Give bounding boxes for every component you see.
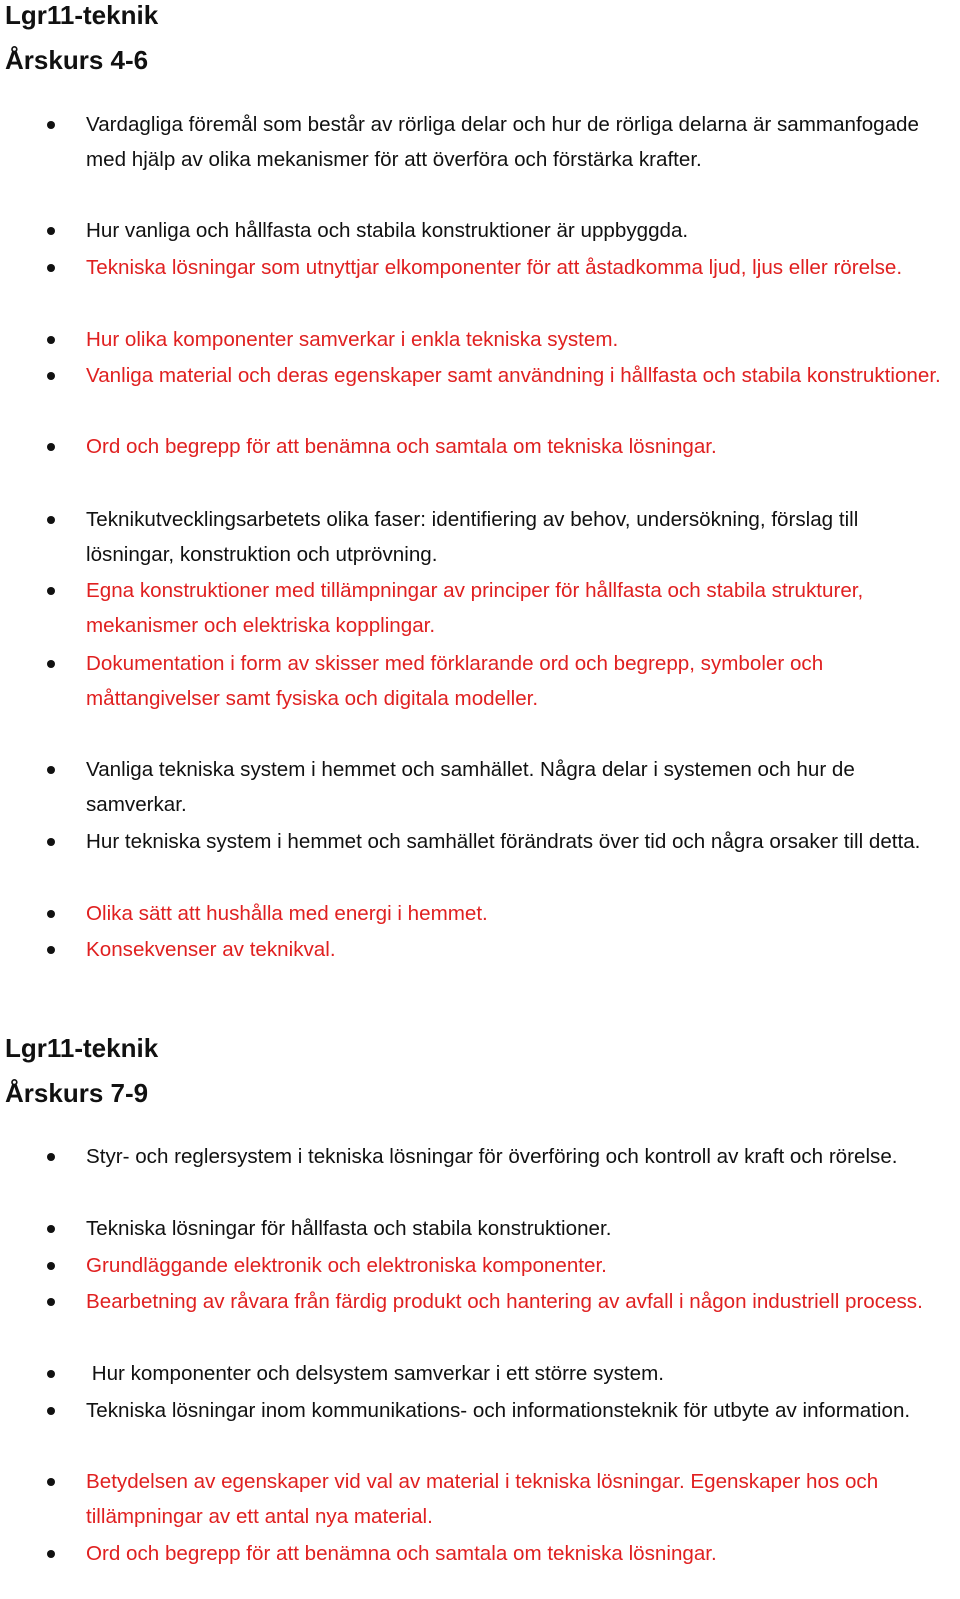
- list-item: [86, 824, 948, 859]
- list-item-text: Ord och begrepp för att benämna och samtala om tekniska lösningar.: [86, 1542, 717, 1565]
- grade-heading: Årskurs 4-6: [5, 45, 149, 75]
- list-item: [86, 573, 948, 643]
- list-item-text: Egna konstruktioner med tillämpningar av principer för hållfasta och stabila strukturer, mekanismer och elektriska kopplingar.: [86, 579, 864, 637]
- list-item-text: Hur komponenter och delsystem samverkar i ett större system.: [86, 1362, 664, 1385]
- bullet-icon: [47, 1262, 55, 1270]
- list-item: [86, 1356, 948, 1391]
- list-item-text: Ord och begrepp för att benämna och samtala om tekniska lösningar.: [86, 435, 717, 458]
- bullet-icon: [47, 336, 55, 344]
- bullet-icon: [47, 1407, 55, 1415]
- list-item: [86, 107, 948, 177]
- list-item: [86, 250, 948, 285]
- list-item-text: Grundläggande elektronik och elektroniska komponenter.: [86, 1254, 607, 1277]
- list-item: [86, 1464, 948, 1534]
- list-item: [86, 1536, 948, 1571]
- list-item-text: Konsekvenser av teknikval.: [86, 938, 336, 961]
- list-item-text: Bearbetning av råvara från färdig produkt och hantering av avfall i någon industriell process.: [86, 1290, 923, 1313]
- list-item: [86, 1211, 948, 1246]
- bullet-icon: [47, 910, 55, 918]
- list-item-text: Tekniska lösningar inom kommunikations- och informationsteknik för utbyte av information.: [86, 1399, 911, 1422]
- bullet-icon: [47, 660, 55, 668]
- bullet-icon: [47, 1225, 55, 1233]
- list-item-text: Vardagliga föremål som består av rörliga delar och hur de rörliga delarna är sammanfogade med hjälp av olika mekanismer för att överföra och förstärka krafter.: [86, 113, 919, 171]
- list-item-text: Hur olika komponenter samverkar i enkla tekniska system.: [86, 328, 619, 351]
- list-item-text: Dokumentation i form av skisser med förklarande ord och begrepp, symboler och måttangivelser samt fysiska och digitala modeller.: [86, 652, 824, 710]
- bullet-icon: [47, 372, 55, 380]
- bullet-icon: [47, 264, 55, 272]
- list-item: [86, 1393, 948, 1428]
- list-item: [86, 752, 948, 822]
- list-item-text: Hur vanliga och hållfasta och stabila konstruktioner är uppbyggda.: [86, 219, 689, 242]
- list-item-text: Tekniska lösningar som utnyttjar elkomponenter för att åstadkomma ljud, ljus eller rörelse.: [86, 256, 903, 279]
- list-item-text: Styr- och reglersystem i tekniska lösningar för överföring och kontroll av kraft och rörelse.: [86, 1145, 898, 1168]
- list-item: [86, 1284, 948, 1319]
- bullet-icon: [47, 838, 55, 846]
- section-title: Lgr11-teknik: [5, 0, 159, 30]
- bullet-icon: [47, 1478, 55, 1486]
- list-item: [86, 502, 948, 572]
- list-item-text: Vanliga tekniska system i hemmet och samhället. Några delar i systemen och hur de samverkar.: [86, 758, 855, 816]
- list-item: [86, 1139, 948, 1174]
- bullet-icon: [47, 766, 55, 774]
- bullet-icon: [47, 1298, 55, 1306]
- list-item: [86, 322, 948, 357]
- bullet-icon: [47, 1550, 55, 1558]
- bullet-icon: [47, 443, 55, 451]
- list-item-text: Tekniska lösningar för hållfasta och stabila konstruktioner.: [86, 1217, 612, 1240]
- list-item: [86, 429, 948, 464]
- bullet-icon: [47, 227, 55, 235]
- bullet-icon: [47, 1370, 55, 1378]
- bullet-icon: [47, 121, 55, 129]
- list-item-text: Teknikutvecklingsarbetets olika faser: identifiering av behov, undersökning, förslag till lösningar, konstruktion och utprövning.: [86, 508, 859, 566]
- list-item-text: Olika sätt att hushålla med energi i hemmet.: [86, 902, 488, 925]
- bullet-icon: [47, 946, 55, 954]
- bullet-icon: [47, 587, 55, 595]
- list-item-text: Vanliga material och deras egenskaper samt användning i hållfasta och stabila konstruktioner.: [86, 364, 941, 387]
- list-item: [86, 932, 948, 967]
- list-item: [86, 646, 948, 716]
- list-item: [86, 1248, 948, 1283]
- list-item-text: Betydelsen av egenskaper vid val av material i tekniska lösningar. Egenskaper hos och tillämpningar av ett antal nya material.: [86, 1470, 879, 1528]
- list-item: [86, 213, 948, 248]
- list-item: [86, 896, 948, 931]
- bullet-icon: [47, 516, 55, 524]
- list-item-text: Hur tekniska system i hemmet och samhället förändrats över tid och några orsaker till detta.: [86, 830, 921, 853]
- list-item: [86, 358, 948, 393]
- section-title: Lgr11-teknik: [5, 1033, 159, 1063]
- bullet-icon: [47, 1153, 55, 1161]
- grade-heading: Årskurs 7-9: [5, 1078, 149, 1108]
